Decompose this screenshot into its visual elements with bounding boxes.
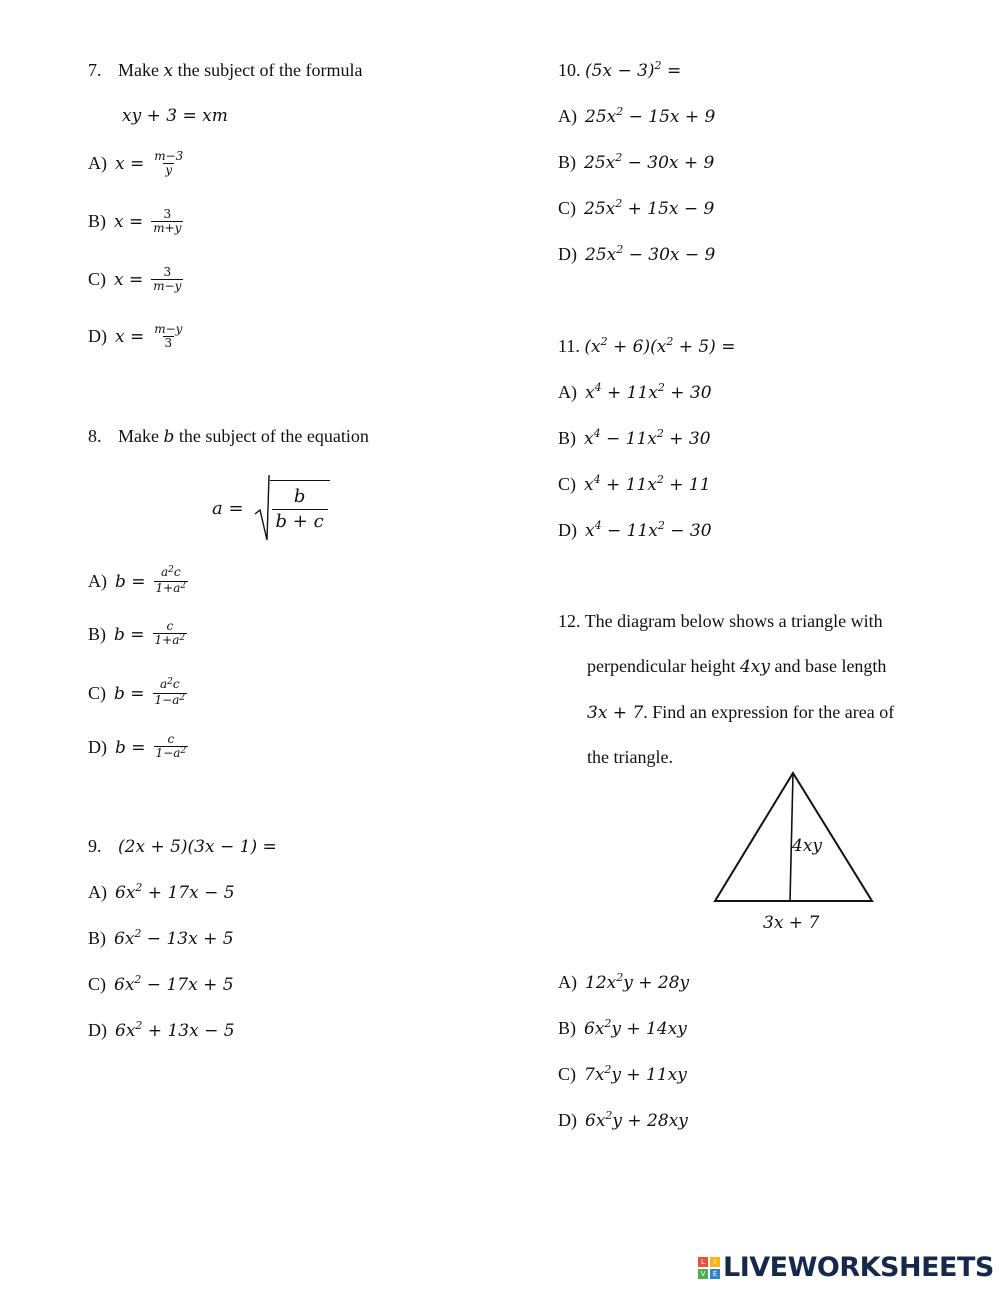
triangle-base-label: 3x + 7 [763,913,820,933]
q9-option-b[interactable] [88,928,234,949]
q8-prompt [88,426,369,447]
q7-prompt [88,60,363,81]
liveworksheets-logo [698,1252,994,1283]
option-lhs: x = [114,211,144,232]
option-expression: $x^4 + 11x^2 + 11$ [584,472,711,495]
option-expression: $25x^2 + 15x - 9$ [584,196,715,219]
option-expression: $25x^2 - 30x - 9$ [585,242,716,265]
fraction-numerator: c [166,619,174,633]
option-expression: $6x^2 + 17x - 5$ [115,880,235,903]
q12-option-c[interactable] [558,1064,687,1085]
fraction-numerator: b [293,486,306,507]
option-expression: $6x^2y + 14xy$ [584,1016,687,1039]
q10-expression: $(5x - 3)^2$ = [585,59,682,81]
q10-option-b[interactable] [558,152,714,173]
option-lhs: b = [114,624,145,645]
q9-option-a[interactable] [88,882,235,903]
q12-option-b[interactable] [558,1018,687,1039]
q9-option-c[interactable] [88,974,234,995]
option-label: A) [558,972,577,992]
q11-option-a[interactable] [558,382,712,403]
logo-block: E [710,1269,720,1279]
option-label: C) [558,474,576,494]
option-label: B) [558,152,576,172]
option-label: B) [88,211,106,231]
q11-number: 11. [558,336,580,356]
option-expression: $25x^2 - 30x + 9$ [584,150,715,173]
q9-option-d[interactable] [88,1020,235,1041]
q9-expression: (2x + 5)(3x − 1) = [118,837,277,857]
option-label: C) [88,269,106,289]
q12-option-a[interactable] [558,972,689,993]
q12-line-3: 3x + 7. Find an expression for the area of [587,702,895,723]
q8-prompt-pre: Make [118,426,164,446]
q8-option-d[interactable] [88,733,188,762]
fraction-denominator: y [165,163,173,177]
fraction-numerator: 3 [163,207,172,221]
q8-prompt-var: b [163,427,175,447]
q10-option-a[interactable] [558,106,715,127]
option-label: A) [88,571,107,591]
fraction-denominator: m−y [153,279,182,293]
q11-prompt [558,336,735,357]
option-expression: $7x^2y + 11xy$ [584,1062,687,1085]
q10-option-d[interactable] [558,244,715,265]
q12-line-2: perpendicular height 4xy and base length [587,656,887,677]
q8-option-b[interactable] [88,620,187,649]
fraction-numerator: $a^2c$ [160,677,180,691]
option-label: D) [88,326,107,346]
q11-option-b[interactable] [558,428,711,449]
option-expression: $12x^2y + 28y$ [585,970,690,993]
triangle-height-label: 4xy [792,836,823,856]
fraction-denominator: b + c [272,509,328,534]
q7-prompt-pre: Make [118,60,164,80]
q12-line-1 [558,611,883,632]
q7-formula: xy + 3 = xm [122,106,228,126]
option-lhs: x = [115,326,145,347]
option-lhs: b = [114,683,145,704]
fraction-numerator: $a^2c$ [161,565,181,579]
fraction-numerator: 3 [163,265,172,279]
option-expression: $x^4 - 11x^2 - 30$ [585,518,712,541]
option-lhs: x = [115,153,145,174]
option-label: D) [88,1020,107,1040]
option-lhs: x = [114,269,144,290]
option-label: D) [558,1110,577,1130]
q12-option-d[interactable] [558,1110,688,1131]
option-label: D) [558,244,577,264]
option-label: C) [88,974,106,994]
q9-number: 9. [88,836,102,856]
option-expression: $6x^2 + 13x - 5$ [115,1018,235,1041]
fraction-denominator: $1+a^2$ [155,581,187,595]
option-label: A) [558,382,577,402]
q11-option-c[interactable] [558,474,711,495]
option-expression: $x^4 - 11x^2 + 30$ [584,426,711,449]
option-label: A) [558,106,577,126]
q10-number: 10. [558,60,581,80]
fraction-numerator: c [167,732,175,746]
option-expression: $6x^2 - 13x + 5$ [114,926,234,949]
option-label: C) [88,683,106,703]
q7-option-c[interactable] [88,266,183,293]
fraction-numerator: m−y [154,322,183,336]
logo-block: V [698,1269,708,1279]
fraction-denominator: $1+a^2$ [154,633,186,647]
fraction-denominator: 3 [164,336,173,350]
q7-number: 7. [88,60,102,80]
q8-option-a[interactable] [88,566,188,597]
q7-prompt-var: x [163,61,174,81]
q12-line-4: the triangle. [587,747,673,767]
option-label: B) [558,1018,576,1038]
q10-prompt [558,60,681,81]
q7-option-d[interactable] [88,323,184,350]
fraction-denominator: m+y [153,221,182,235]
q8-radicand [270,480,330,534]
option-label: B) [88,928,106,948]
logo-text: LIVEWORKSHEETS [723,1252,994,1283]
option-expression: $6x^2 - 17x + 5$ [114,972,234,995]
fraction-numerator: m−3 [154,149,184,163]
q12-text-1: The diagram below shows a triangle with [584,611,883,631]
q7-option-b[interactable] [88,208,183,235]
option-lhs: b = [115,737,146,758]
option-label: B) [558,428,576,448]
q8-formula-lhs: a = [212,497,244,519]
option-label: C) [558,1064,576,1084]
q7-option-a[interactable] [88,150,185,177]
q10-option-c[interactable] [558,198,714,219]
q11-expression: $(x^2 + 6)(x^2 + 5)$ = [584,335,736,357]
q11-option-d[interactable] [558,520,712,541]
option-label: A) [88,153,107,173]
fraction-denominator: $1-a^2$ [155,746,187,760]
q8-formula [212,474,330,542]
option-label: D) [88,737,107,757]
q12-number: 12. [558,611,581,631]
square-root-sign [254,474,270,542]
logo-blocks-icon [698,1257,720,1279]
option-expression: $25x^2 - 15x + 9$ [585,104,716,127]
q8-number: 8. [88,426,102,446]
fraction-denominator: $1-a^2$ [154,693,186,707]
logo-block: L [698,1257,708,1267]
option-lhs: b = [115,571,146,592]
q9-prompt [88,836,277,857]
option-label: C) [558,198,576,218]
option-expression: $x^4 + 11x^2 + 30$ [585,380,712,403]
option-label: B) [88,624,106,644]
logo-block: I [710,1257,720,1267]
q8-option-c[interactable] [88,678,187,709]
q7-prompt-post: the subject of the formula [173,60,363,80]
option-label: A) [88,882,107,902]
option-expression: $6x^2y + 28xy$ [585,1108,688,1131]
option-label: D) [558,520,577,540]
q8-prompt-post: the subject of the equation [174,426,369,446]
